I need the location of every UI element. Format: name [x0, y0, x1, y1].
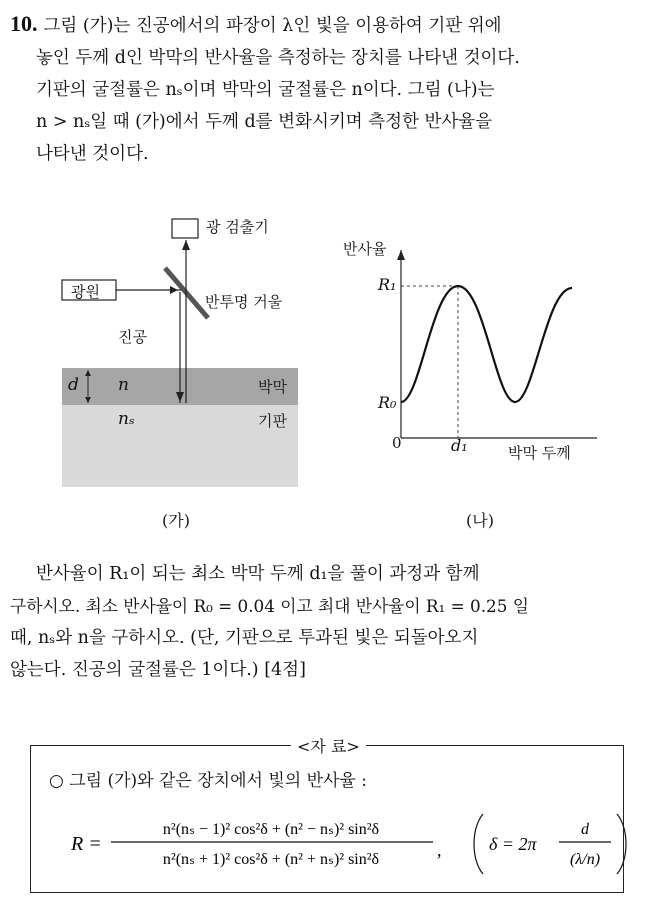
- r0-label: R₀: [378, 393, 397, 412]
- up-arrow: [182, 240, 190, 250]
- question-line-2: 구하시오. 최소 반사율이 R₀ = 0.04 이고 최대 반사율이 R₁ = 0.25 일: [10, 596, 529, 616]
- substrate-index-label: nₛ: [118, 409, 135, 429]
- right-paren: [617, 814, 626, 874]
- source-label: 광원: [71, 283, 100, 301]
- problem-line-2: 놓인 두께 d인 박막의 반사율을 측정하는 장치를 나타낸 것이다.: [36, 48, 520, 68]
- detector-box: [172, 219, 198, 238]
- figure-b-chart: [397, 250, 597, 438]
- d1-label: d₁: [451, 436, 468, 455]
- detector-label: 광 검출기: [206, 218, 269, 236]
- formula-denominator: n²(nₛ + 1)² cos²δ + (n² + nₛ)² sin²δ: [162, 851, 380, 868]
- origin-label: 0: [392, 434, 402, 452]
- material-title: <자 료>: [291, 734, 366, 757]
- reflectance-formula: [71, 808, 631, 878]
- substrate-label: 기판: [258, 412, 287, 430]
- thickness-label: d: [68, 375, 79, 395]
- x-axis-label: 박막 두께: [508, 444, 571, 462]
- reflectance-curve: [401, 286, 572, 402]
- delta-numerator: d: [581, 821, 589, 838]
- problem-line-4: n > nₛ일 때 (가)에서 두께 d를 변화시키며 측정한 반사율을: [36, 112, 493, 132]
- figure-a-caption: (가): [162, 511, 190, 530]
- r1-label: R₁: [378, 275, 397, 294]
- problem-statement: [10, 8, 636, 170]
- question-line-1: 반사율이 R₁이 되는 최소 박막 두께 d₁을 풀이 과정과 함께: [36, 564, 480, 584]
- problem-line-5: 나타낸 것이다.: [36, 144, 149, 164]
- problem-line-3: 기판의 굴절률은 nₛ이며 박막의 굴절률은 n이다. 그림 (나)는: [36, 80, 495, 100]
- y-axis-label: 반사율: [343, 240, 387, 258]
- material-box: [30, 737, 624, 893]
- formula-lhs: R =: [71, 833, 102, 855]
- formula-comma: ,: [437, 840, 442, 860]
- figures: [0, 210, 645, 540]
- film-index-label: n: [118, 375, 129, 395]
- material-bullet: ○ 그림 (가)와 같은 장치에서 빛의 반사율 :: [49, 771, 367, 791]
- formula-numerator: n²(nₛ − 1)² cos²δ + (n² − nₛ)² sin²δ: [162, 821, 380, 838]
- vacuum-label: 진공: [118, 328, 147, 346]
- figure-a-apparatus: [62, 219, 298, 487]
- film-label: 박막: [258, 378, 287, 396]
- mirror-label: 반투명 거울: [205, 293, 283, 311]
- question-line-4: 않는다. 진공의 굴절률은 1이다.) [4점]: [10, 660, 306, 680]
- incident-arrow: [170, 286, 178, 294]
- left-paren: [474, 814, 483, 874]
- problem-line-1: 10. 그림 (가)는 진공에서의 파장이 λ인 빛을 이용하여 기판 위에: [10, 11, 502, 36]
- y-axis-arrow: [397, 250, 405, 260]
- delta-lhs: δ = 2π: [489, 834, 537, 854]
- question-line-3: 때, nₛ와 n을 구하시오. (단, 기판으로 투과된 빛은 되돌아오지: [10, 628, 479, 648]
- figure-b-caption: (나): [466, 511, 494, 530]
- delta-denominator: (λ/n): [569, 851, 601, 868]
- question-number: 10.: [10, 11, 38, 36]
- question-text: [10, 558, 636, 686]
